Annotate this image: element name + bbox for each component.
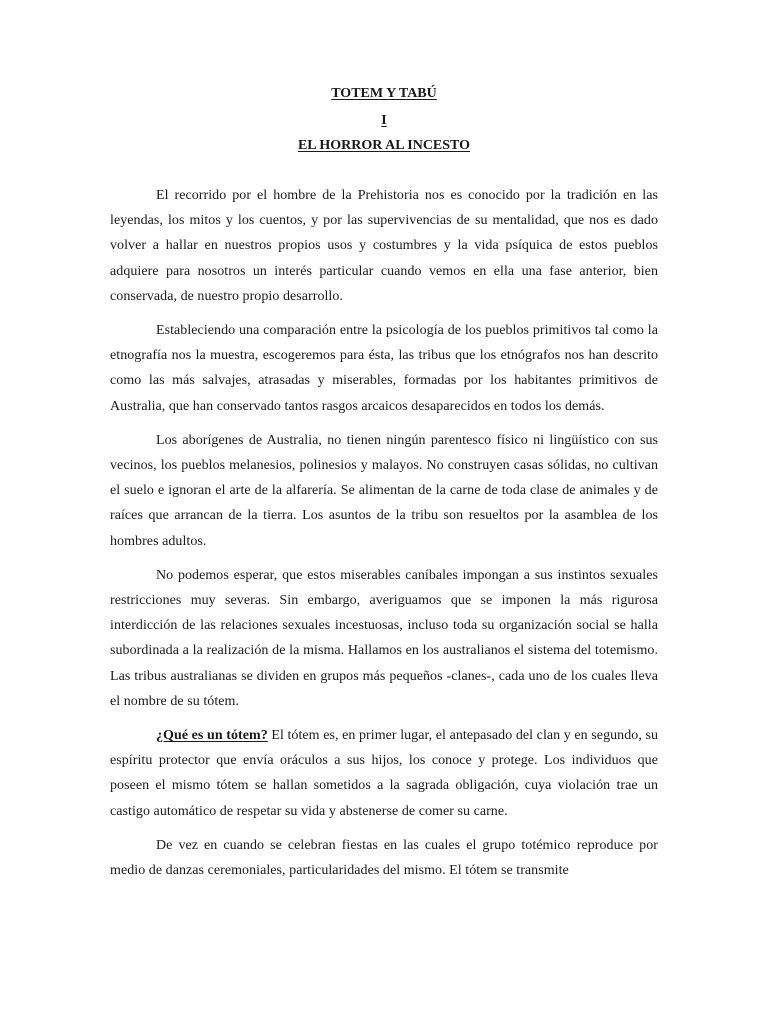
chapter-title: EL HORROR AL INCESTO xyxy=(297,138,471,153)
paragraph-5-text: El tótem es, en primer lugar, el antepasado del clan y en segundo, su espíritu protector que envía oráculos a sus hijos, los conoce y protege. Los individuos que poseen el mismo tótem se hallan sometidos a la sagrada obligación, cuya violación trae un castigo automático de respetar su vida y abstenerse de comer su carne. xyxy=(110,728,658,819)
paragraph-5 xyxy=(110,723,658,824)
paragraph-5-lead: ¿Qué es un tótem? xyxy=(156,728,268,744)
paragraph-2-text: Estableciendo una comparación entre la psicología de los pueblos primitivos tal como la etnografía nos la muestra, escogeremos para ésta, las tribus que los etnógrafos nos han descrito como las más salvajes, atrasadas y miserables, formadas por los habitantes primitivos de Australia, que han conservado tantos rasgos arcaicos desaparecidos en todos los demás. xyxy=(110,323,658,414)
paragraph-3 xyxy=(110,428,658,554)
paragraph-1-text: El recorrido por el hombre de la Prehistoria nos es conocido por la tradición en las leyendas, los mitos y los cuentos, y por las supervivencias de su mentalidad, que nos es dado volver a hallar en nuestros propios usos y costumbres y la vida psíquica de estos pueblos adquiere para nosotros un interés particular cuando vemos en ella una fase anterior, bien conservada, de nuestro propio desarrollo. xyxy=(110,188,658,304)
paragraph-6-text: De vez en cuando se celebran fiestas en las cuales el grupo totémico reproduce por medio de danzas ceremoniales, particularidades del mismo. El tótem se transmite xyxy=(110,837,658,879)
paragraph-6 xyxy=(110,833,658,883)
paragraph-1 xyxy=(110,183,658,309)
paragraph-4 xyxy=(110,563,658,714)
chapter-number: I xyxy=(381,113,387,128)
body-text xyxy=(110,183,658,892)
paragraph-4-text: No podemos esperar, que estos miserables caníbales impongan a sus instintos sexuales restricciones muy severas. Sin embargo, averiguamos que se imponen la más rigurosa interdicción de las relaciones sexuales incestuosas, incluso toda su organización social se halla subordinada a la realización de la misma. Hallamos en los australianos el sistema del totemismo. Las tribus australianas se dividen en grupos más pequeños -clanes-, cada uno de los cuales lleva el nombre de su tótem. xyxy=(110,567,658,709)
document-title: TOTEM Y TABÚ xyxy=(331,86,437,101)
paragraph-2 xyxy=(110,318,658,419)
paragraph-3-text: Los aborígenes de Australia, no tienen ningún parentesco físico ni lingüístico con sus vecinos, los pueblos melanesios, polinesios y malayos. No construyen casas sólidas, no cultivan el suelo e ignoran el arte de la alfarería. Se alimentan de la carne de toda clase de animales y de raíces que arrancan de la tierra. Los asuntos de la tribu son resueltos por la asamblea de los hombres adultos. xyxy=(110,432,658,549)
